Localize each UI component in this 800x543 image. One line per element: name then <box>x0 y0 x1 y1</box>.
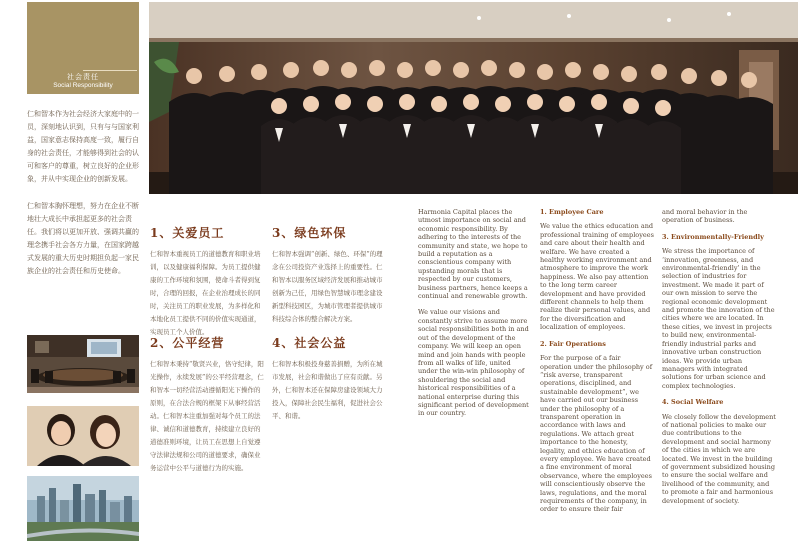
zh-section-body: 仁和智本重视员工的道德教育和职业培训，以及健康福利保障。为员工提供健康的工作环境和氛围，使命斗者得到复时，合理的回报，在企业治理成长的同时，关注员工的职业发展，为多样化和本地化员工提供不同的价值实现通道，实现员工个人价值。 <box>150 250 261 336</box>
zh-section-body: 仁和智本积极投身慈善捐赠，为所在城市发展，社会和谐做出了应有贡献。另外，仁和智本还在保障房建设领域大力投入，保障社会民生福利，促进社会公平、和谐。 <box>272 360 383 420</box>
english-column-1 <box>418 208 532 426</box>
en-section-title: 2. Fair Operations <box>540 339 606 348</box>
meeting-room-photo <box>27 335 139 393</box>
en-intro-paragraph-1: Harmonia Capital places the utmost importance on social and economic responsibility. By adhering to the interests of the community and state, we hope to build a reputation as a conscientious company with upstanding morals that is respected by our customers, business partners, hence keeps a continual and renewable growth. <box>418 208 528 301</box>
english-column-2 <box>540 208 654 522</box>
en-section-title: 1. Employee Care <box>540 208 604 216</box>
en-section-title: 4. Social Welfare <box>662 398 724 407</box>
zh-section-title: 2、公平经营 <box>150 336 225 350</box>
zh-section-title: 3、绿色环保 <box>272 226 347 240</box>
english-column-3 <box>662 208 776 513</box>
section-title-box <box>27 2 139 94</box>
en-section-body: For the purpose of a fair operation under the philosophy of “risk averse, transparent operations, disciplined, and sustainable development”, we have carried out our business under the philosophy of a transparent operation in accordance with laws and regulations. We attach great importance to the honesty, legality, and ethics education of every employee. We have created a fine environment of moral observance, where the employees will conscientiously observe the laws, regulations, and the moral requirements of the company, in order to ensure their fair <box>540 354 653 514</box>
en-section-title: 3. Environmentally-Friendly <box>662 232 764 241</box>
zh-section-fair-operations <box>150 334 265 475</box>
en-section-body: We closely follow the development of national policies to make our due contributions to the development and social harmony of the cities in which we are located. We invest in the building of government subsidized housing to ensure the social welfare and livelihood of the community, and to promote a fair and harmonious development of society. <box>662 412 776 505</box>
en-section-body: We stress the importance of ‘innovation, greenness, and environmental-friendly’ in the selection of industries for investment. We made it part of our own mission to serve the regional economic development and promote the innovation of the cities where we are located. In these cities, we invest in projects to build new, environmental-friendly industrial parks and innovative urban construction ideas. We provide urban managers with integrated solutions for urban science and complex technologies. <box>662 247 775 390</box>
en-intro-paragraph-2: We value our visions and constantly strive to assume more social responsibilities both in and out of the development of the company. We will keep an open mind and join hands with people from all walks of life, united under the win-win philosophy of shouldering the social and historical responsibilities of a national enterprise during this significant period of development in our country. <box>418 308 529 418</box>
section-title-en: Social Responsibility <box>53 82 113 89</box>
zh-section-title: 1、关爱员工 <box>150 226 225 240</box>
city-skyline-photo <box>27 476 139 541</box>
team-group-photo <box>149 2 798 194</box>
zh-section-public-welfare <box>272 334 387 423</box>
intro-paragraph-2: 仁和智本胸怀理想，努力在企业不断地壮大成长中承担起更多的社会责任。我们将以更加开放、强调共赢的理念携手社会各方力量，在国家跨越式发展的重大历史时期担负起一家民族企业的社会责任和历史使命。 <box>27 202 139 275</box>
title-divider <box>83 70 137 71</box>
zh-section-employee-care <box>150 224 265 339</box>
zh-section-title: 4、社会公益 <box>272 336 347 350</box>
intro-paragraph-1: 仁和智本作为社会经济大家庭中的一员，深刻地认识到，只有与与国家利益，国家意志保持高度一致，履行自身的社会责任，才能够得到社会的认可和客户的尊重，树立良好的企业形象，并从中实现企业的创新发展。 <box>27 110 139 183</box>
en-section-body: We value the ethics education and professional training of employees and care about their health and welfare. We have created a healthy working environment and atmosphere to improve the work happiness. We also pay attention to the long term career development and have provided different channels to help them realize their personal values, and for the diversification and localization of employees. <box>540 222 654 332</box>
zh-section-body: 仁和智本强调“创新、绿色、环保”的理念在公司投资产业选择上的重要性。仁和智本以服务区域经济发展和推动城市创新为己任，用绿色智慧城市理念建设新型科技园区，为城市管理者提供城市科技综合体的整合解决方案。 <box>272 250 383 323</box>
two-women-photo <box>27 406 139 466</box>
zh-section-body: 仁和智本秉持“敬贤兴业，恪守纪律，阳光操作，永续发展”的公平经营理念，仁和智本一切经营活动遵循阳光下操作的原则，在合法合规的框架下从事经营活动。仁和智本注重加强对每个员工的法律、诚信和道德教育，持续建立良好的道德准则环境，让员工在思想上自觉遵守法律法规和公司的道德要求，确保业务运营中公平与道德行为的实施。 <box>150 360 264 472</box>
en-section-continued: and moral behavior in the operation of business. <box>662 208 748 225</box>
zh-section-green <box>272 224 387 326</box>
section-title-zh: 社会责任 <box>67 73 99 81</box>
